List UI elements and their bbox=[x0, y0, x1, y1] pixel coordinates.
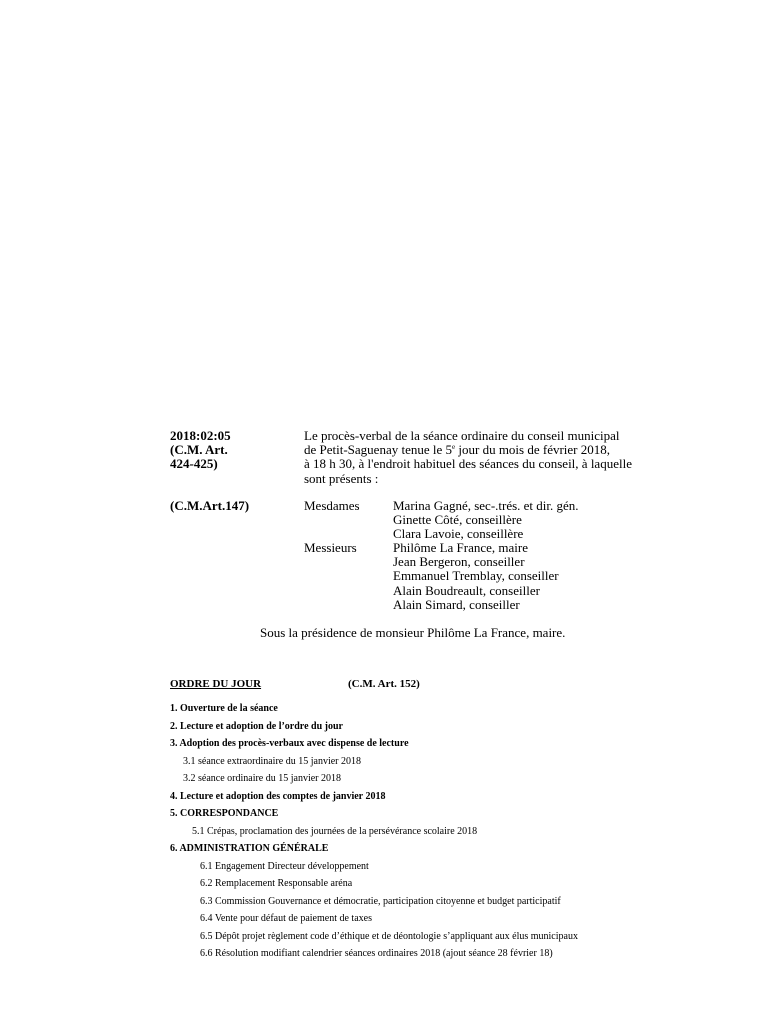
agenda-subitem: 5.1 Crépas, proclamation des journées de la persévérance scolaire 2018 bbox=[192, 825, 478, 837]
intro-line: de Petit-Saguenay tenue le 5e jour du mois de février 2018, bbox=[304, 442, 611, 458]
agenda-subitem: 6.1 Engagement Directeur développement bbox=[200, 860, 369, 872]
agenda-subitem: 3.1 séance extraordinaire du 15 janvier 2018 bbox=[183, 755, 361, 767]
group-label-messieurs: Messieurs bbox=[304, 540, 357, 555]
superscript: e bbox=[452, 443, 456, 452]
agenda-subitem: 3.2 séance ordinaire du 15 janvier 2018 bbox=[183, 773, 342, 784]
member-name: Marina Gagné, sec-.trés. et dir. gén. bbox=[393, 498, 579, 513]
agenda-subitem: 6.6 Résolution modifiant calendrier séances ordinaires 2018 (ajout séance 28 février 18) bbox=[200, 948, 553, 959]
intro-paragraph bbox=[304, 429, 632, 486]
member-name: Alain Simard, conseiller bbox=[393, 596, 520, 612]
attendance-reference: (C.M.Art.147) bbox=[170, 498, 250, 513]
group-label-mesdames: Mesdames bbox=[304, 498, 360, 513]
members-mesdames bbox=[393, 499, 579, 542]
intro-line: à 18 h 30, à l'endroit habituel des séances du conseil, à laquelle bbox=[304, 456, 632, 472]
reference-line: 424-425) bbox=[170, 456, 218, 472]
agenda-subitem: 6.4 Vente pour défaut de paiement de taxes bbox=[200, 913, 372, 924]
member-name: Philôme La France, maire bbox=[393, 540, 529, 555]
agenda-subitem: 6.3 Commission Gouvernance et démocratie, participation citoyenne et budget participatif bbox=[200, 895, 561, 907]
agenda-item: 3. Adoption des procès-verbaux avec dispense de lecture bbox=[170, 738, 409, 749]
agenda-item: 1. Ouverture de la séance bbox=[170, 703, 278, 714]
agenda-subitem: 6.5 Dépôt projet règlement code d’éthique et de déontologie s’appliquant aux élus municipaux bbox=[200, 930, 578, 942]
agenda-subitem: 6.2 Remplacement Responsable aréna bbox=[200, 878, 353, 889]
agenda-item: 6. ADMINISTRATION GÉNÉRALE bbox=[170, 843, 329, 854]
presidence-statement: Sous la présidence de monsieur Philôme La France, maire. bbox=[260, 625, 566, 640]
reference-line: 2018:02:05 bbox=[170, 428, 231, 443]
agenda-item: 5. CORRESPONDANCE bbox=[170, 808, 279, 819]
member-name: Alain Boudreault, conseiller bbox=[393, 582, 540, 598]
reference-line: (C.M. Art. bbox=[170, 442, 228, 458]
member-name: Emmanuel Tremblay, conseiller bbox=[393, 568, 559, 584]
agenda-item: 2. Lecture et adoption de l’ordre du jour bbox=[170, 720, 343, 732]
member-name: Jean Bergeron, conseiller bbox=[393, 554, 525, 570]
resolution-reference bbox=[170, 429, 231, 472]
members-messieurs bbox=[393, 541, 559, 612]
agenda-title: ORDRE DU JOUR bbox=[170, 678, 262, 690]
member-name: Ginette Côté, conseillère bbox=[393, 512, 522, 528]
member-name: Clara Lavoie, conseillère bbox=[393, 526, 524, 542]
agenda-article-reference: (C.M. Art. 152) bbox=[348, 678, 420, 690]
intro-line: Le procès-verbal de la séance ordinaire du conseil municipal bbox=[304, 428, 620, 443]
agenda-item: 4. Lecture et adoption des comptes de janvier 2018 bbox=[170, 790, 386, 802]
agenda-list bbox=[170, 700, 578, 963]
intro-line: sont présents : bbox=[304, 470, 379, 486]
